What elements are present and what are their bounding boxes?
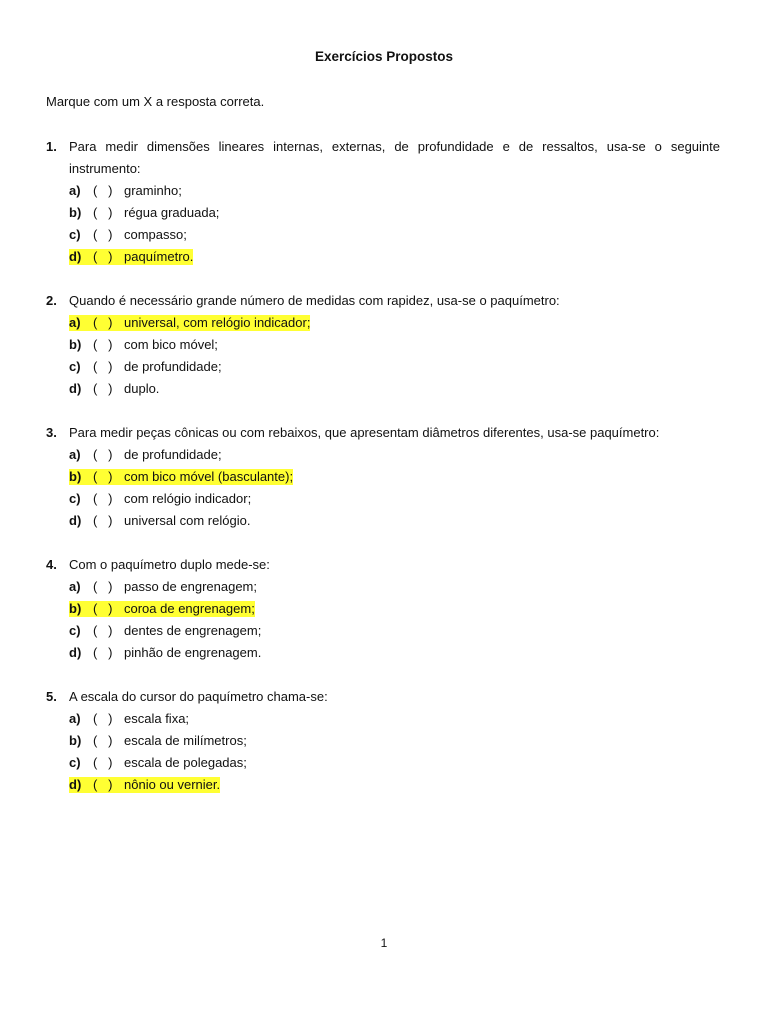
option-text: paquímetro.: [124, 249, 194, 264]
option-letter: a): [69, 315, 81, 330]
option-text: dentes de engrenagem;: [124, 623, 262, 638]
option-letter: d): [69, 645, 82, 660]
option-text: compasso;: [124, 227, 187, 242]
question-3: [46, 422, 720, 532]
option-letter: a): [69, 447, 81, 462]
option-content: [69, 711, 189, 726]
question-stem: [46, 554, 720, 576]
option-content: [69, 623, 261, 638]
option-text: universal, com relógio indicador;: [124, 315, 311, 330]
question-5: [46, 686, 720, 796]
answer-checkbox[interactable]: ( ): [93, 645, 113, 660]
option-letter: d): [69, 249, 82, 264]
question-4: [46, 554, 720, 664]
option-1-d[interactable]: [69, 246, 720, 268]
question-text: Para medir peças cônicas ou com rebaixos, que apresentam diâmetros diferentes, usa-se paquímetro:: [69, 425, 660, 440]
answer-checkbox[interactable]: ( ): [93, 513, 113, 528]
option-3-a[interactable]: [69, 444, 720, 466]
answer-checkbox[interactable]: ( ): [93, 579, 113, 594]
option-text: escala de milímetros;: [124, 733, 247, 748]
page-number: 1: [380, 936, 388, 950]
option-text: nônio ou vernier.: [124, 777, 221, 792]
answer-checkbox[interactable]: ( ): [93, 491, 113, 506]
option-content: [69, 227, 187, 242]
option-letter: b): [69, 337, 82, 352]
option-1-a[interactable]: [69, 180, 720, 202]
question-stem: [46, 686, 720, 708]
option-text: com bico móvel;: [124, 337, 218, 352]
option-content: [69, 645, 261, 660]
option-2-b[interactable]: [69, 334, 720, 356]
question-number: 2.: [46, 293, 57, 308]
option-letter: d): [69, 777, 82, 792]
question-stem: [46, 422, 720, 444]
option-text: escala fixa;: [124, 711, 190, 726]
option-content: [69, 513, 250, 528]
highlighted-answer: [69, 315, 310, 331]
question-number: 4.: [46, 557, 57, 572]
option-letter: b): [69, 469, 82, 484]
answer-checkbox[interactable]: ( ): [93, 359, 113, 374]
option-text: universal com relógio.: [124, 513, 251, 528]
answer-checkbox[interactable]: ( ): [93, 381, 113, 396]
option-content: [69, 579, 257, 594]
option-content: [69, 337, 218, 352]
option-text: duplo.: [124, 381, 160, 396]
question-number: 3.: [46, 425, 57, 440]
option-letter: a): [69, 579, 81, 594]
option-letter: a): [69, 711, 81, 726]
answer-checkbox[interactable]: ( ): [93, 469, 113, 484]
option-2-c[interactable]: [69, 356, 720, 378]
answer-checkbox[interactable]: ( ): [93, 183, 113, 198]
question-number: 5.: [46, 689, 57, 704]
option-5-a[interactable]: [69, 708, 720, 730]
option-letter: b): [69, 205, 82, 220]
option-text: régua graduada;: [124, 205, 220, 220]
option-text: escala de polegadas;: [124, 755, 247, 770]
option-content: [69, 183, 182, 198]
option-letter: c): [69, 491, 81, 506]
option-text: com relógio indicador;: [124, 491, 252, 506]
option-content: [69, 447, 222, 462]
option-3-d[interactable]: [69, 510, 720, 532]
question-text: Com o paquímetro duplo mede-se:: [69, 557, 270, 572]
option-letter: c): [69, 755, 81, 770]
answer-checkbox[interactable]: ( ): [93, 249, 113, 264]
question-text: A escala do cursor do paquímetro chama-se:: [69, 689, 328, 704]
answer-checkbox[interactable]: ( ): [93, 623, 113, 638]
question-stem: [46, 290, 720, 312]
option-content: [69, 381, 159, 396]
answer-checkbox[interactable]: ( ): [93, 447, 113, 462]
option-4-a[interactable]: [69, 576, 720, 598]
option-1-c[interactable]: [69, 224, 720, 246]
option-letter: d): [69, 381, 82, 396]
option-3-c[interactable]: [69, 488, 720, 510]
option-text: de profundidade;: [124, 359, 222, 374]
option-letter: b): [69, 733, 82, 748]
option-2-a[interactable]: [69, 312, 720, 334]
option-content: [69, 359, 222, 374]
option-text: pinhão de engrenagem.: [124, 645, 262, 660]
instruction-text: Marque com um X a resposta correta.: [46, 94, 265, 109]
option-4-b[interactable]: [69, 598, 720, 620]
question-2: [46, 290, 720, 400]
highlighted-answer: [69, 777, 220, 793]
option-content: [69, 733, 247, 748]
option-content: [69, 205, 219, 220]
option-content: [69, 491, 251, 506]
option-letter: c): [69, 623, 81, 638]
option-text: passo de engrenagem;: [124, 579, 257, 594]
option-text: graminho;: [124, 183, 182, 198]
answer-checkbox[interactable]: ( ): [93, 601, 113, 616]
option-letter: d): [69, 513, 82, 528]
answer-checkbox[interactable]: ( ): [93, 337, 113, 352]
option-5-d[interactable]: [69, 774, 720, 796]
answer-checkbox[interactable]: ( ): [93, 733, 113, 748]
option-text: coroa de engrenagem;: [124, 601, 255, 616]
option-5-b[interactable]: [69, 730, 720, 752]
option-2-d[interactable]: [69, 378, 720, 400]
option-content: [69, 755, 247, 770]
question-list: [46, 136, 720, 818]
highlighted-answer: [69, 249, 193, 265]
answer-checkbox[interactable]: ( ): [93, 777, 113, 792]
option-letter: b): [69, 601, 82, 616]
question-1: [46, 136, 720, 268]
option-text: com bico móvel (basculante);: [124, 469, 294, 484]
option-5-c[interactable]: [69, 752, 720, 774]
answer-checkbox[interactable]: ( ): [93, 755, 113, 770]
question-number: 1.: [46, 139, 57, 154]
option-text: de profundidade;: [124, 447, 222, 462]
answer-checkbox[interactable]: ( ): [93, 205, 113, 220]
answer-checkbox[interactable]: ( ): [93, 227, 113, 242]
highlighted-answer: [69, 601, 255, 617]
question-text: Quando é necessário grande número de medidas com rapidez, usa-se o paquímetro:: [69, 293, 560, 308]
option-letter: c): [69, 359, 81, 374]
question-stem: [46, 136, 720, 180]
option-1-b[interactable]: [69, 202, 720, 224]
answer-checkbox[interactable]: ( ): [93, 315, 113, 330]
option-3-b[interactable]: [69, 466, 720, 488]
page-title: Exercícios Propostos: [314, 49, 454, 64]
highlighted-answer: [69, 469, 293, 485]
option-letter: c): [69, 227, 81, 242]
option-4-c[interactable]: [69, 620, 720, 642]
option-4-d[interactable]: [69, 642, 720, 664]
option-letter: a): [69, 183, 81, 198]
answer-checkbox[interactable]: ( ): [93, 711, 113, 726]
question-text: Para medir dimensões lineares internas, externas, de profundidade e de ressaltos, usa-se o seguinte instrumento:: [69, 139, 720, 176]
